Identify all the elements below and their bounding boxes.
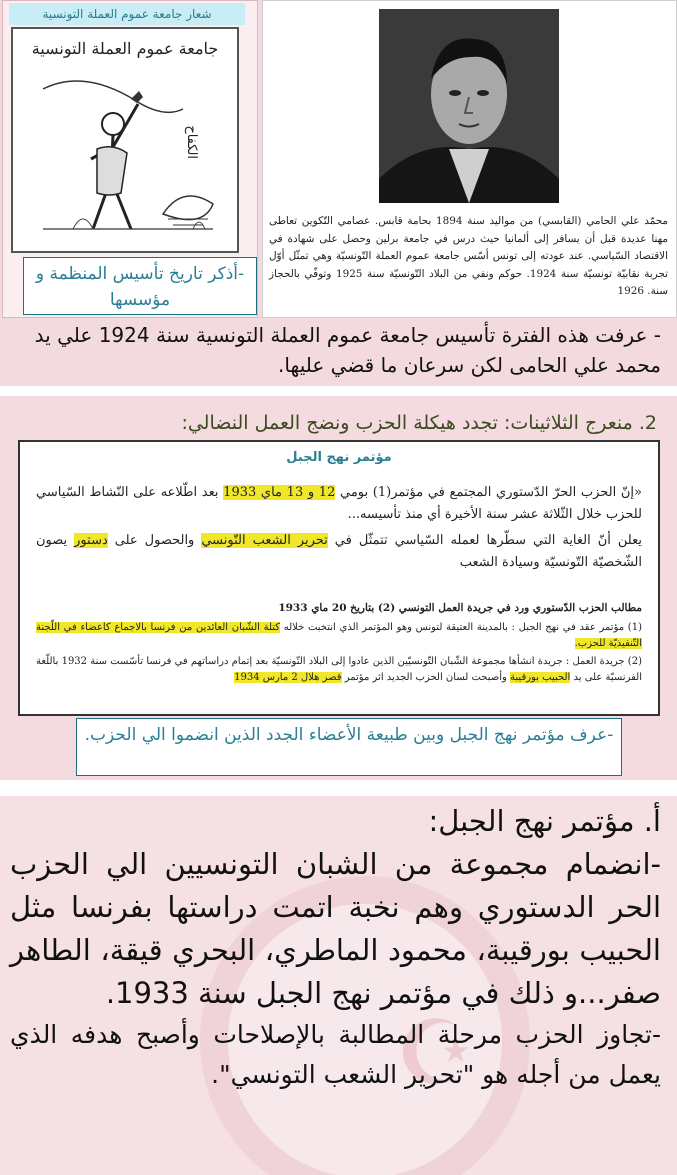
highlight-bourguiba: الحبيب بورقيبة [510,672,571,683]
footnote-2 [36,654,642,686]
document-footnotes [36,600,642,686]
highlight-ksar-hellal: قصر هلال 2 مارس 1934 [234,672,342,683]
doc-text-run: وأصبحت لسان الحزب الجديد اثر مؤتمر [341,672,511,683]
highlight-youth-bloc: كتلة الشّبان العائدين من فرنسا بالاجماع كاعضاء في اللّجنة التّنفيذيّة للحزب. [36,622,642,649]
subsection-heading: أ. مؤتمر نهج الجبل: [428,804,661,838]
footnote-title: مطالب الحزب الدّستوري ورد في جريدة العمل التونسي (2) بتاريخ 20 ماي 1933 [278,602,642,614]
document-paragraph-1 [36,482,642,526]
highlight-liberation: تحرير الشعب التّونسي [201,533,328,548]
document-excerpt [18,440,660,716]
doc-text-run: والحصول على [107,533,202,548]
poster-title: جامعة عموم العملة التونسية [31,39,219,58]
lesson-text [10,800,661,1095]
section-heading-1930s: 2. منعرج الثلاثينات: تجدد هيكلة الحزب ونضج العمل النضالي: [181,412,657,434]
doc-text-run: يصون الشّخصيّة التّونسيّة وسيادة الشعب [36,533,642,570]
doc-text-run: يعلن أنّ الغاية التي سطّرها لعمله السّياسي تتمثّل في [327,533,642,548]
doc-text-run: «إنّ الحزب الحرّ الدّستوري المجتمع في مؤتمر(1) بومي [335,485,642,500]
lesson-paragraph-2: -تجاوز الحزب مرحلة المطالبة بالإصلاحات وأصبح هدفه الذي يعمل من أجله هو "تحرير الشعب التونسي". [10,1020,661,1089]
svg-text:الكفاح: الكفاح [184,125,199,159]
document-paragraph-2 [36,530,642,574]
portrait-image [379,9,559,203]
document-title: مؤتمر نهج الجبل [286,450,392,465]
section-divider [0,386,677,396]
poster-question: -أذكر تاريخ تأسيس المنظمة و مؤسسها [23,257,257,315]
poster-panel [2,0,258,318]
union-poster-image [11,27,239,253]
highlight-constitution: دستور [74,533,108,548]
doc-text-run: (2) جريدة العمل : جريدة انشأها مجموعة الشّبان التّونسيّين الذين عادوا إلى البلاد التّونسيّة بعد إتمام دراساتهم في فرنسا تأسّست سنة 1932 باللّغة الفرنسيّة على يد [36,656,642,683]
section-nahj-el-jabal [0,796,677,1175]
lesson-paragraph-1: -انضمام مجموعة من الشبان التونسيين الي الحزب الحر الدستوري وهم نخبة اتمت دراستها بفرنسا مثل الحبيب بورقيبة، محمود الماطري، البحري قيقة، الطاهر صفر...و ذلك في مؤتمر نهج الجبل سنة 1933. [10,847,661,1010]
section-1930s [0,398,677,780]
section-founding-1924 [0,0,677,386]
star-crescent-watermark-icon: ☪ [395,1001,476,1106]
biography-text: محمّد علي الحامي (القابسي) من مواليد سنة 1894 بحامة قابس. عصامي التّكوين تعاطى مهنا عديدة قبل أن يسافر إلى ألمانيا حيث درس في جامعة برلين وحصل على شهادة في الاقتصاد السّياسي. عند عودته إلى تونس أسّس جامعة عموم العملة التّونسيّة وهي تمثّل أوّل تجربة نقابيّة تونسيّة سنة 1924. حوكم ونفي من البلاد التّونسيّة سنة 1925 وتوفّي بالحجاز سنة. 1926 [269,215,669,297]
footnote-1 [36,620,642,652]
worker-illustration [13,29,237,251]
document-body [36,482,642,574]
doc-text-run: بعد اطّلاعه على النّشاط السّياسي للحزب خلال الثّلاثة عشر سنة الأخيرة أي منذ تأسيسه... [36,485,642,522]
portrait-photo [379,9,559,203]
biography-panel [262,0,677,318]
summary-1924: - عرفت هذه الفترة تأسيس جامعة عموم العملة التونسية سنة 1924 علي يد محمد علي الحامى لكن سرعان ما قضي عليها. [34,323,661,377]
doc-text-run: (1) مؤتمر عقد في نهج الجبل : بالمدينة العتيقة لتونس وهو المؤتمر الذي انتخبت خلاله [280,622,642,633]
highlight-date: 12 و 13 ماي 1933 [223,485,336,500]
section-divider [0,780,677,796]
document-question: -عرف مؤتمر نهج الجبل وبين طبيعة الأعضاء الجدد الذين انضموا الي الحزب. [76,718,622,776]
poster-caption: شعار جامعة عموم العملة التونسية [9,3,245,25]
